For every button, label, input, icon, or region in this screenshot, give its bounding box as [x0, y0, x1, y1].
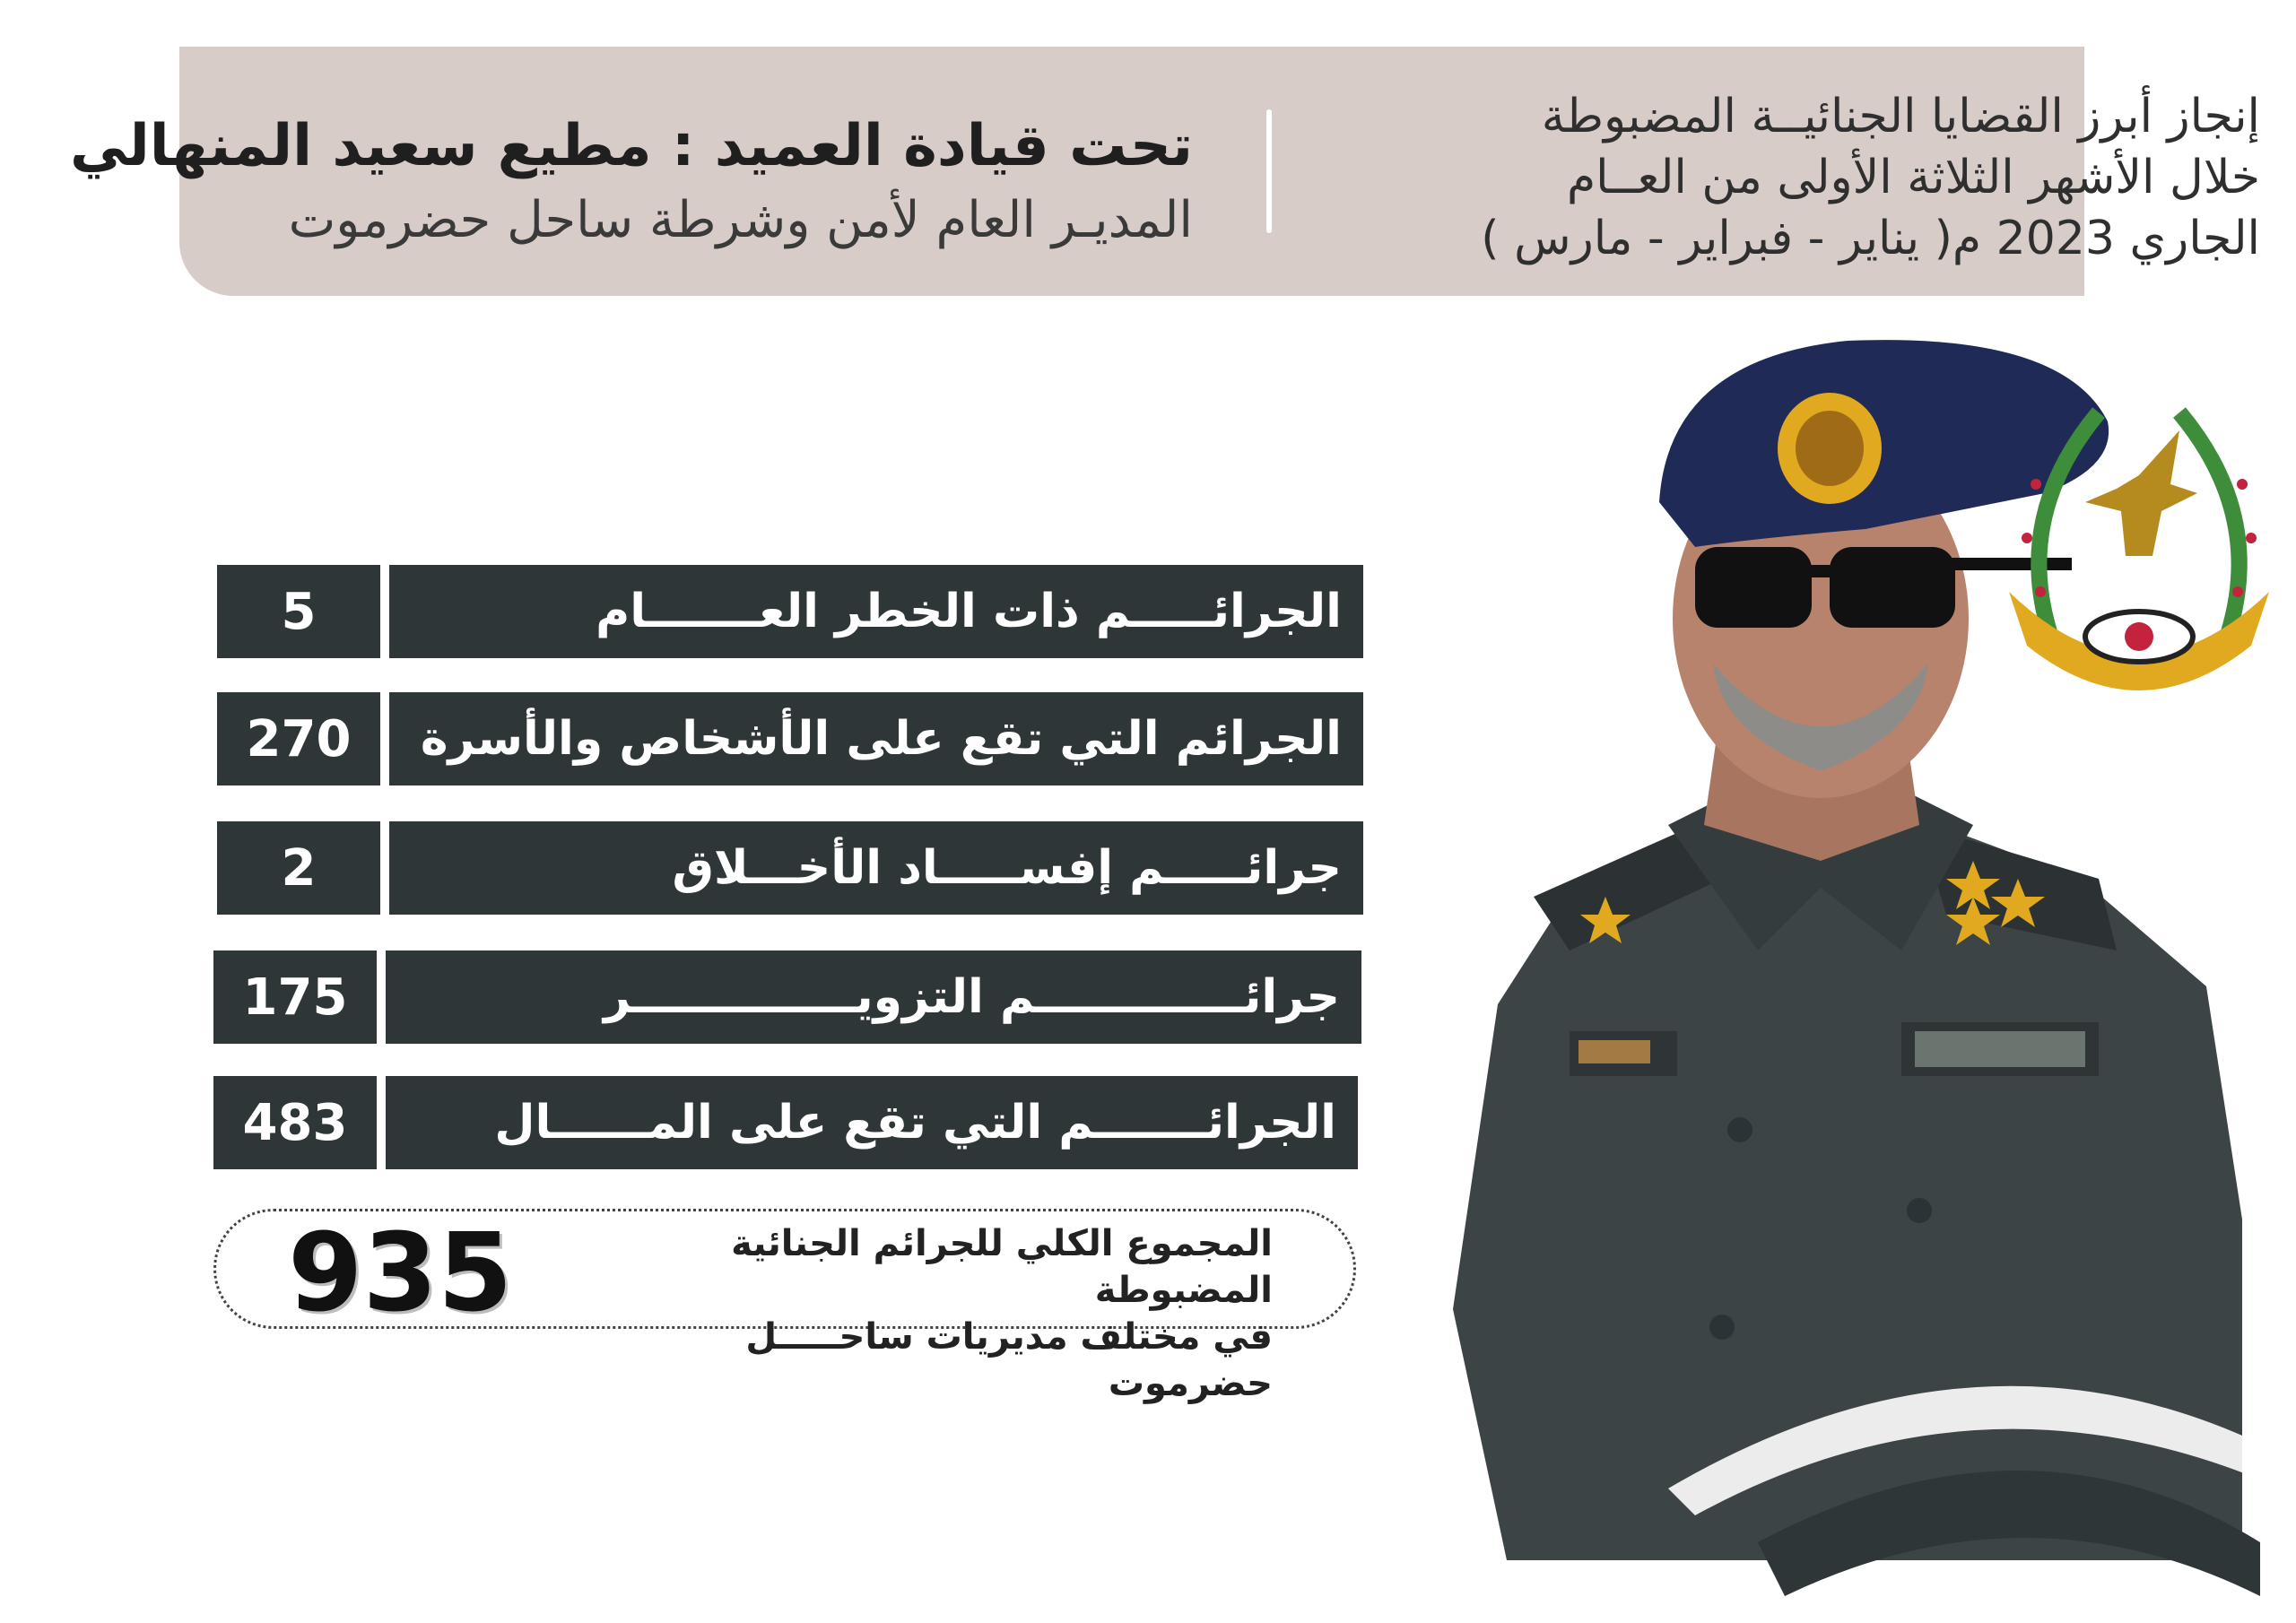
stat-label: جرائـــــــــــــم التزويــــــــــــــر — [386, 950, 1361, 1044]
header-title-line-2: خلال الأشهر الثلاثة الأولى من العــام — [1566, 151, 2260, 204]
stat-row-property — [213, 1076, 1358, 1169]
total-description — [591, 1220, 1273, 1407]
stat-row-moral-corruption — [217, 821, 1363, 915]
header-title-line-1: إنجاز أبرز القضايا الجنائيــة المضبوطة — [1541, 90, 2260, 143]
stat-value: 5 — [217, 565, 380, 658]
header-title — [1481, 86, 2260, 269]
commander-name: تحت قيادة العميد : مطيع سعيد المنهالي — [70, 113, 1193, 179]
header-divider — [1266, 109, 1272, 233]
stat-row-forgery — [213, 950, 1361, 1044]
commander-role: المديـر العام لأمن وشرطة ساحل حضرموت — [288, 191, 1193, 249]
stat-label: الجرائـــــــم التي تقع على المــــــال — [386, 1076, 1358, 1169]
total-value: 935 — [288, 1211, 513, 1336]
total-line-2: في مختلف مديريات ساحـــــل حضرموت — [745, 1316, 1273, 1404]
stat-label: الجرائـــــم ذات الخطر العـــــــام — [389, 565, 1363, 658]
stat-value: 175 — [213, 950, 377, 1044]
stat-label: الجرائم التي تقع على الأشخاص والأسرة — [389, 692, 1363, 785]
total-summary — [213, 1209, 1356, 1404]
stat-label: جرائـــــم إفســـــاد الأخـــلاق — [389, 821, 1363, 915]
stat-value: 483 — [213, 1076, 377, 1169]
stat-value: 2 — [217, 821, 380, 915]
stat-row-persons-family — [217, 692, 1363, 785]
total-line-1: المجموع الكلي للجرائم الجنائية المضبوطة — [731, 1223, 1273, 1311]
stat-value: 270 — [217, 692, 380, 785]
ministry-of-interior-eagle-emblem-icon — [2000, 377, 2278, 726]
stat-row-public-danger — [217, 565, 1363, 658]
commander-block — [70, 106, 1193, 255]
header-title-line-3: الجاري 2023 م( يناير - فبراير - مارس ) — [1481, 212, 2260, 265]
